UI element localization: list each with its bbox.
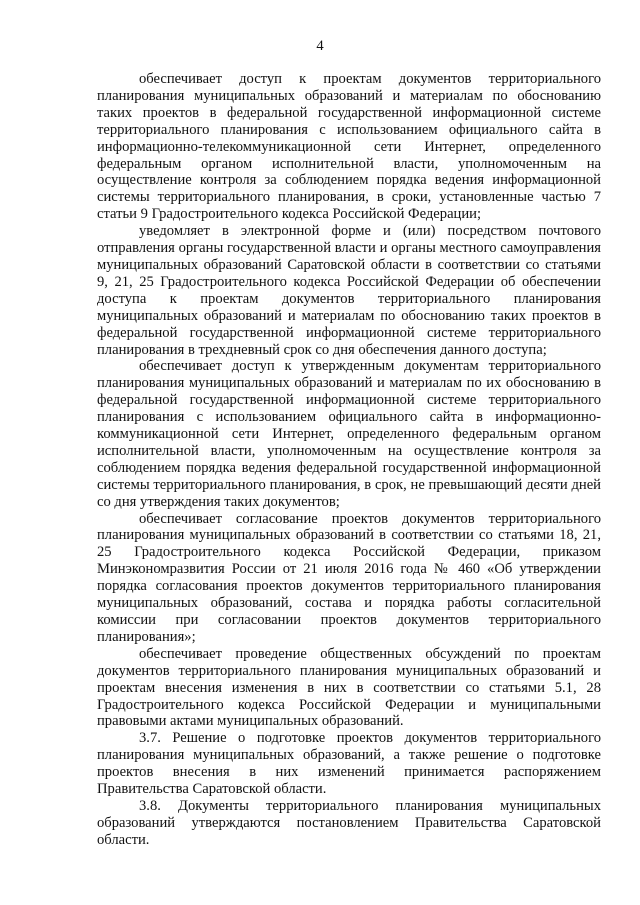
page-number: 4 — [316, 38, 324, 54]
paragraph-section-3-7: 3.7. Решение о подготовке проектов документов территориального планирования муниципальных образований, а также решение о подготовке проектов внесения в них изменений принимается распоряжением Правительства Саратовской области. — [97, 730, 601, 798]
paragraph-access-to-drafts: обеспечивает доступ к проектам документов территориального планирования муниципальных образований и материалам по обоснованию таких проектов в федеральной государственной информационной системе территориального планирования с использованием официального сайта в информационно-телекоммуникационной сети Интернет, определенного федеральным органом исполнительной власти, уполномоченным на осуществление контроля за соблюдением порядка ведения информационной системы территориального планирования, в сроки, установленные частью 7 статьи 9 Градостроительного кодекса Российской Федерации; — [97, 71, 601, 223]
paragraph-public-discussions: обеспечивает проведение общественных обсуждений по проектам документов территориального планирования муниципальных образований и проектам внесения изменения в них в соответствии со статьями 5.1, 28 Градостроительного кодекса Российской Федерации и муниципальными правовыми актами муниципальных образований. — [97, 645, 601, 730]
paragraph-access-to-approved: обеспечивает доступ к утвержденным документам территориального планирования муниципальных образований и материалам по их обоснованию в федеральной государственной информационной системе территориального планирования с использованием официального сайта в информационно-коммуникационной сети Интернет, определенного федеральным органом исполнительной власти, уполномоченным на осуществление контроля за соблюдением порядка ведения федеральной государственной информационной системы территориального планирования, в срок, не превышающий десяти дней со дня утверждения таких документов; — [97, 358, 601, 510]
paragraph-approval-coordination: обеспечивает согласование проектов документов территориального планирования муниципальных образований в соответствии со статьями 18, 21, 25 Градостроительного кодекса Российской Федерации, приказом Минэкономразвития России от 21 июля 2016 года № 460 «Об утверждении порядка согласования проектов документов территориального планирования муниципальных образований, состава и порядка работы согласительной комиссии при согласовании проектов документов территориального планирования»; — [97, 510, 601, 645]
paragraph-section-3-8: 3.8. Документы территориального планирования муниципальных образований утверждаются постановлением Правительства Саратовской области. — [97, 797, 601, 848]
paragraph-notification: уведомляет в электронной форме и (или) посредством почтового отправления органы государственной власти и органы местного самоуправления муниципальных образований Саратовской области в соответствии со статьями 9, 21, 25 Градостроительного кодекса Российской Федерации об обеспечении доступа к проектам документов территориального планирования муниципальных образований и материалам по обоснованию таких проектов в федеральной государственной информационной системе территориального планирования в трехдневный срок со дня обеспечения данного доступа; — [97, 223, 601, 358]
document-body — [97, 71, 601, 849]
